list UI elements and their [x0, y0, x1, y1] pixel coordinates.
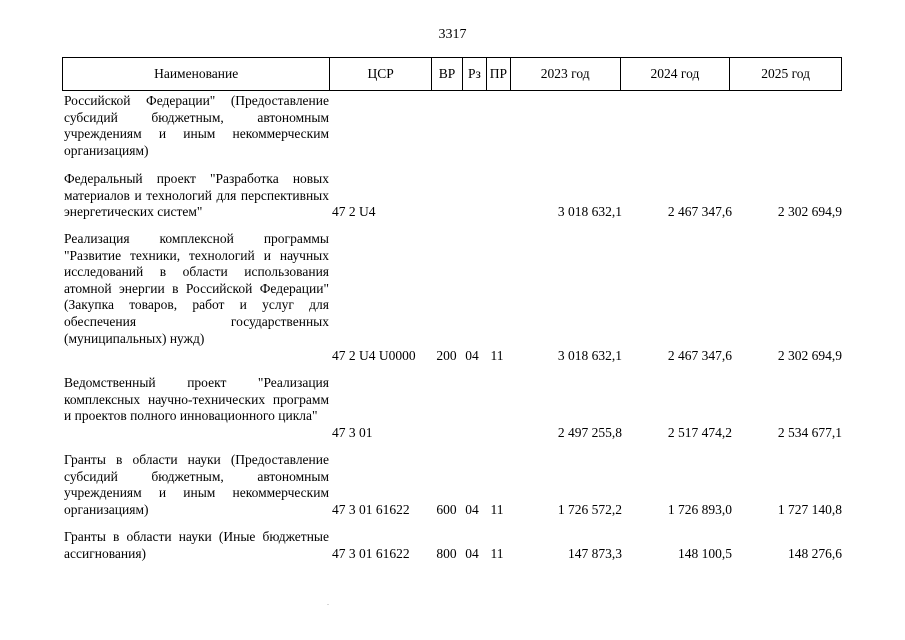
row-2024: 148 100,5 [678, 546, 732, 562]
row-pr: 11 [490, 546, 504, 562]
header-csr: ЦСР [330, 58, 432, 90]
row-pr: 11 [490, 348, 504, 364]
table-row [62, 375, 842, 442]
row-2024: 2 467 347,6 [667, 204, 732, 220]
row-2025: 1 727 140,8 [777, 502, 842, 518]
row-vr: 800 [436, 546, 457, 562]
row-pr: 11 [490, 502, 504, 518]
row-name: Гранты в области науки (Иные бюджетные ассигнования) [64, 529, 329, 561]
row-csr: 47 3 01 61622 [332, 546, 410, 562]
row-2025: 148 276,6 [788, 546, 842, 562]
row-name: Ведомственный проект "Реализация комплексных научно-технических программ и проектов полного инновационного цикла" [64, 375, 329, 424]
table-row [62, 93, 842, 160]
row-2024: 2 517 474,2 [667, 425, 732, 441]
row-name: Гранты в области науки (Предоставление субсидий бюджетным, автономным учреждениям и иным некоммерческим организациям) [64, 452, 329, 517]
row-csr: 47 3 01 61622 [332, 502, 410, 518]
row-2023: 3 018 632,1 [557, 204, 622, 220]
table-row [62, 529, 842, 563]
row-vr: 600 [436, 502, 457, 518]
row-vr: 200 [436, 348, 457, 364]
header-pr: ПР [487, 58, 511, 90]
row-2023: 2 497 255,8 [557, 425, 622, 441]
row-name: Российской Федерации" (Предоставление субсидий бюджетным, автономным учреждениям и иным некоммерческим организациям) [64, 93, 329, 158]
header-rz: Рз [463, 58, 487, 90]
row-csr: 47 2 U4 U0000 [332, 348, 416, 364]
header-2023: 2023 год [511, 58, 621, 90]
table-row [62, 231, 842, 365]
row-2024: 1 726 893,0 [667, 502, 732, 518]
row-2023: 3 018 632,1 [557, 348, 622, 364]
row-csr: 47 3 01 [332, 425, 373, 441]
page-number: 3317 [438, 27, 467, 42]
row-2023: 147 873,3 [568, 546, 622, 562]
row-rz: 04 [465, 502, 479, 518]
scan-speck: . [327, 598, 329, 607]
row-name: Федеральный проект "Разработка новых материалов и технологий для перспективных энергетических систем" [64, 171, 329, 220]
row-name: Реализация комплексной программы "Развитие техники, технологий и научных исследований в области использования атомной энергии в Российской Федерации" (Закупка товаров, работ и услуг для обеспечения государственных (муниципальных) нужд) [64, 231, 329, 346]
header-2024: 2024 год [621, 58, 731, 90]
header-vr: ВР [432, 58, 463, 90]
table-header [62, 57, 842, 91]
row-2025: 2 302 694,9 [777, 204, 842, 220]
table-row [62, 171, 842, 221]
row-rz: 04 [465, 348, 479, 364]
row-2025: 2 534 677,1 [777, 425, 842, 441]
table-row [62, 452, 842, 519]
row-2025: 2 302 694,9 [777, 348, 842, 364]
row-2024: 2 467 347,6 [667, 348, 732, 364]
row-rz: 04 [465, 546, 479, 562]
row-csr: 47 2 U4 [332, 204, 376, 220]
row-2023: 1 726 572,2 [557, 502, 622, 518]
header-name: Наименование [63, 58, 330, 90]
header-2025: 2025 год [761, 66, 811, 81]
